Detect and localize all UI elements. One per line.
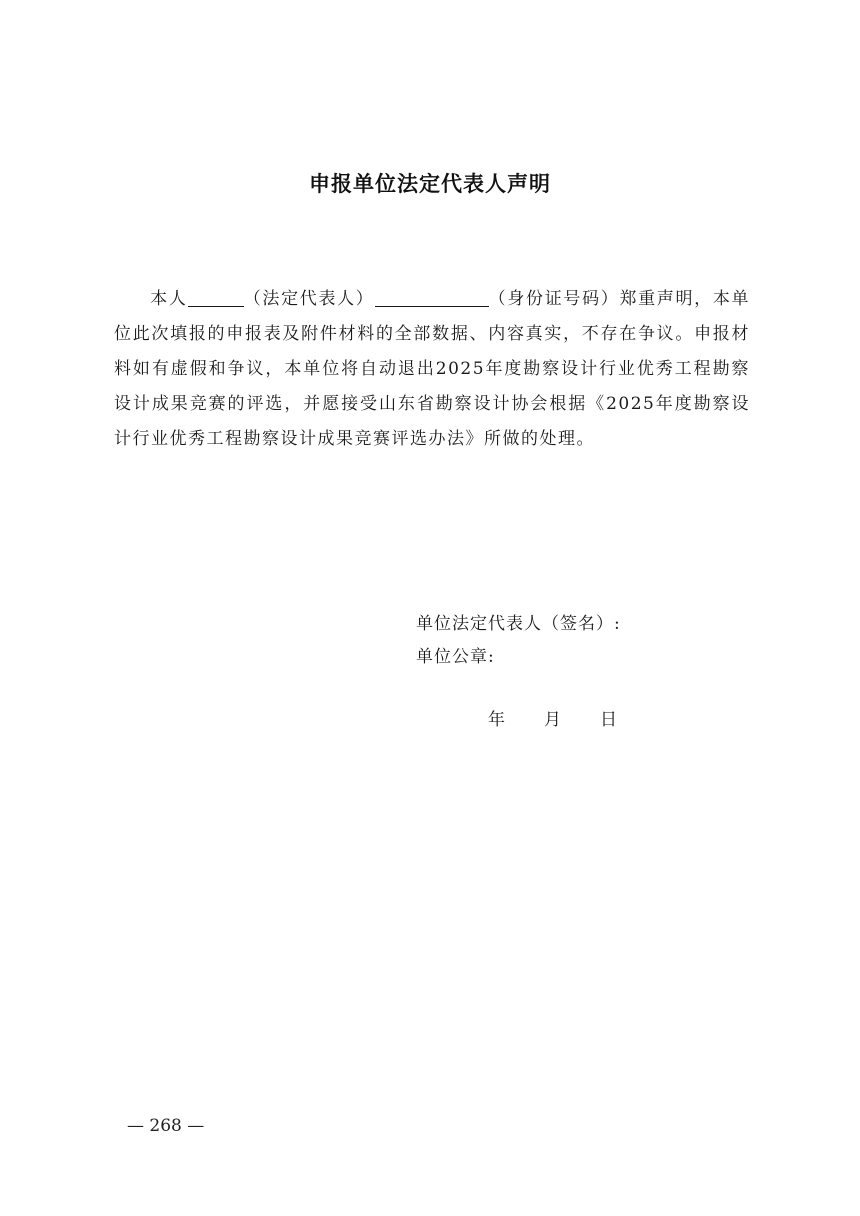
- date-day-label: 日: [600, 710, 618, 730]
- paragraph-text-3: （身份证号码）郑重声明，本单位此次填报的申报表及附件材料的全部数据、内容真实，不存在争议。申报材料如有虚假和争议，本单位将自动退出2025年度勘察设计行业优秀工程勘察设计成果竞赛的评选，并愿接受山东省勘察设计协会根据《2025年度勘察设计行业优秀工程勘察设计成果竞赛评选办法》所做的处理。: [114, 289, 751, 449]
- date-month-label: 月: [544, 710, 562, 730]
- unit-seal-label: 单位公章:: [416, 647, 495, 667]
- paragraph-text-2: （法定代表人）: [243, 289, 375, 309]
- page-number: — 268 —: [127, 1116, 205, 1136]
- date-line: [488, 705, 618, 730]
- date-year-label: 年: [488, 710, 506, 730]
- page-title: 申报单位法定代表人声明: [309, 172, 551, 196]
- declaration-paragraph: [114, 282, 750, 457]
- representative-signature-label: 单位法定代表人（签名）:: [416, 614, 621, 634]
- paragraph-text-1: 本人: [150, 289, 188, 309]
- signature-block: [416, 608, 621, 674]
- id-number-blank: [375, 286, 489, 307]
- representative-name-blank: [188, 286, 244, 307]
